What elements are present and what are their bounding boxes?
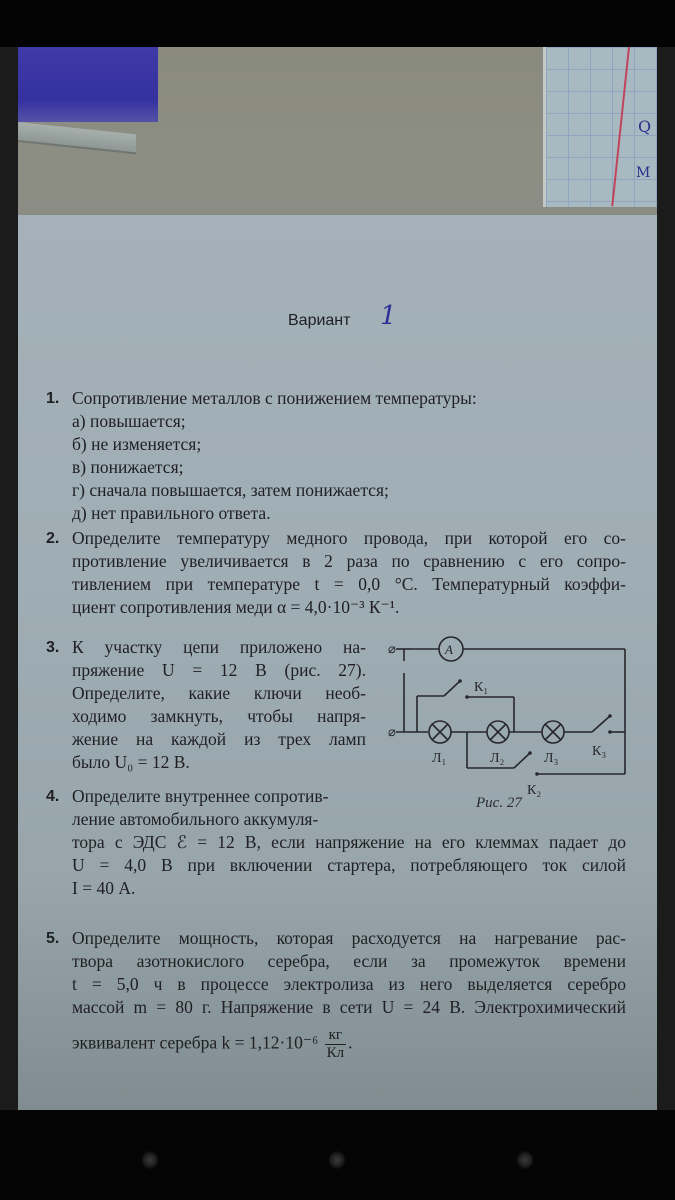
lamp-label-l3: Л₃ [544,751,559,766]
fraction-denominator: Кл [326,1045,345,1061]
prev-page-dot[interactable] [142,1151,158,1169]
question-text-line: Определите мощность, которая расходуется на нагревание рас- [72,928,626,948]
answer-option: г) сначала повышается, затем понижается; [72,480,389,500]
question-text-line: циент сопротивления меди α = 4,0·10⁻³ К⁻¹. [72,597,400,617]
question-text-line: Определите температуру медного провода, при которой его со- [72,528,626,548]
question-text-line: Определите внутреннее сопротив- [72,786,329,806]
question-text-line: твора азотнокислого серебра, если за промежуток времени [72,951,626,971]
photo [18,47,657,1110]
answer-option: д) нет правильного ответа. [72,503,271,523]
question-4 [46,785,626,900]
question-text-line: ходимо замкнуть, чтобы напря- [72,706,366,726]
question-text-line: ление автомобильного аккумуля- [72,809,319,829]
answer-option: в) понижается; [72,457,184,477]
question-text-line: эквивалент серебра k = 1,12·10⁻⁶ [72,1032,319,1053]
answer-option: б) не изменяется; [72,434,202,454]
fraction-numerator: кг [325,1027,347,1045]
blue-book [18,47,158,122]
viewer-top-bar [0,0,675,47]
handwritten-variant-number: 1 [380,301,397,331]
question-text-line: t = 5,0 ч в процессе электролиза из него выделяется серебро [72,974,626,994]
key-label-k3: К₃ [592,744,607,759]
variant-title: Вариант [288,312,351,329]
lamp-label-l2: Л₂ [490,751,505,766]
ammeter-label: A [445,642,453,657]
key-label-k1: К₁ [474,680,489,695]
key-label-k2: К₂ [527,783,542,798]
question-text: Сопротивление металлов с понижением температуры: [72,388,477,408]
terminal-symbol: ⌀ [388,641,396,656]
question-1 [46,387,477,525]
question-number: 1. [46,390,60,407]
question-text-line: пряжение U = 12 В (рис. 27). [72,660,366,680]
current-page-dot[interactable] [329,1151,345,1169]
lamp-label-l1: Л₁ [432,751,447,766]
worksheet-page [18,215,657,1110]
question-5 [46,927,626,1062]
question-text-line: К участку цепи приложено на- [72,637,366,657]
question-text-line: U = 4,0 В при включении стартера, потребляющего ток силой [72,855,626,875]
question-2 [46,527,626,619]
question-text-line: массой m = 80 г. Напряжение в сети U = 24 В. Электрохимический [72,997,626,1017]
worksheet-content [18,215,657,1110]
handwriting-fragment: M [636,165,651,181]
question-number: 3. [46,639,60,656]
question-text-line: тивлением при температуре t = 0,0 °C. Температурный коэффи- [72,574,626,594]
question-text-line: Определите, какие ключи необ- [72,683,366,703]
question-number: 2. [46,530,60,547]
unit-fraction [325,1027,347,1062]
question-text-line: жение на каждой из трех ламп [72,729,366,749]
question-3 [46,636,366,774]
sentence-end: . [348,1032,353,1053]
next-page-dot[interactable] [517,1151,533,1169]
question-text-line: I = 40 А. [72,878,136,898]
question-number: 5. [46,930,60,947]
terminal-symbol: ⌀ [388,724,396,739]
question-text-line: тора с ЭДС ℰ = 12 В, если напряжение на его клеммах падает до [72,832,626,852]
figure-caption: Рис. 27 [476,795,522,811]
question-text-line: противление увеличивается в 2 раза по сравнению с его сопро- [72,551,626,571]
desk-surface [18,47,657,217]
question-text-line: было U₀ = 12 В. [72,752,190,772]
question-number: 4. [46,788,60,805]
answer-option: а) повышается; [72,411,186,431]
book-page-edge [18,122,136,154]
handwriting-fragment: Q [638,117,652,136]
